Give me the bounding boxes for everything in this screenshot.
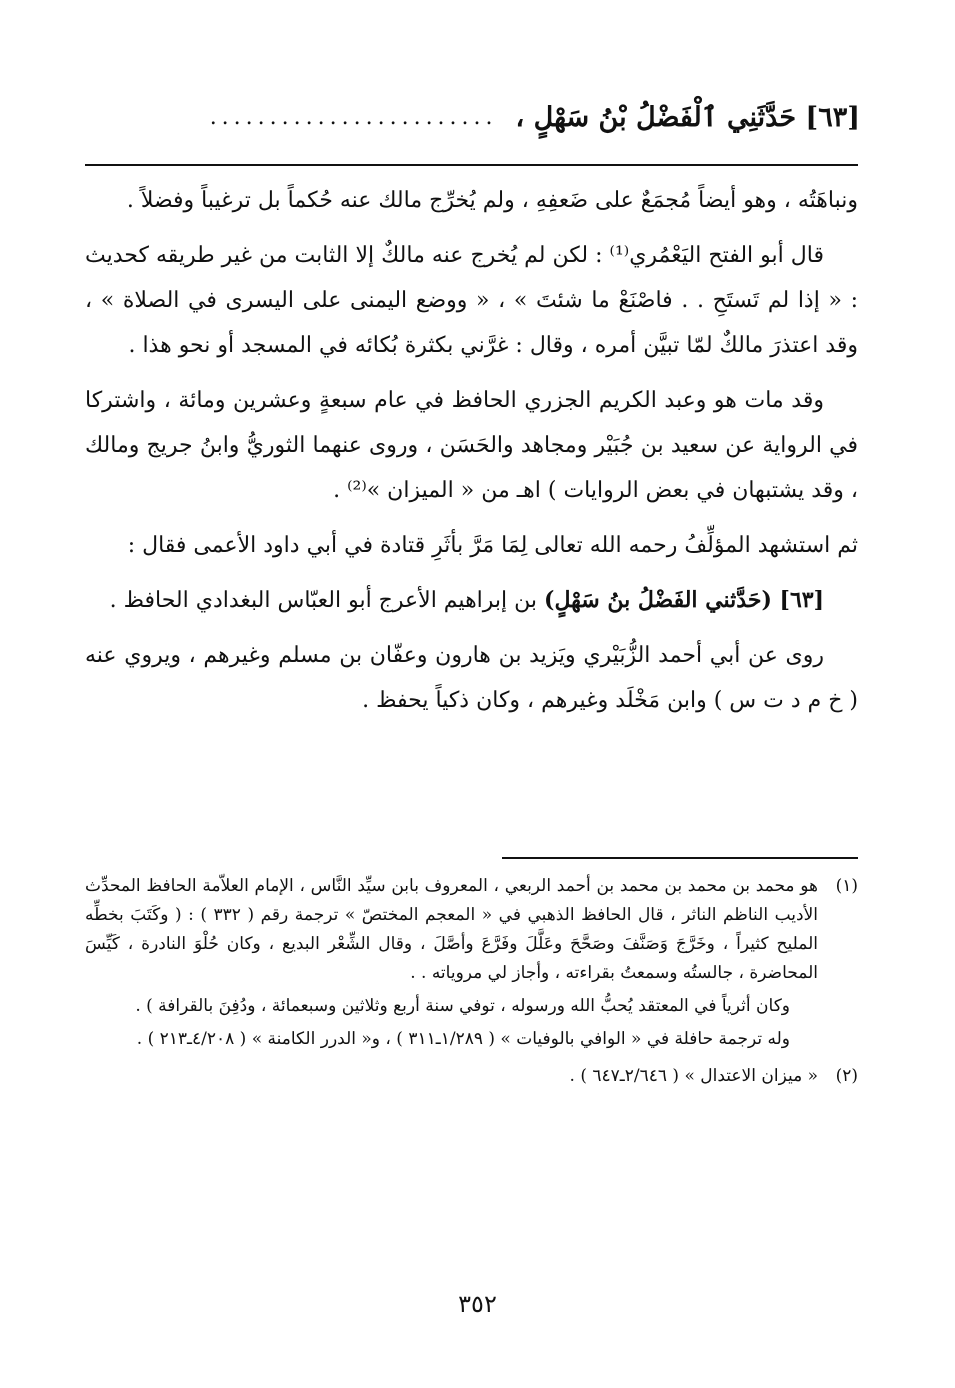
header-leader-dots: ........................ [209,104,498,130]
entry-heading [85,578,858,623]
footnote-1 [85,872,858,1058]
paragraph: قال أبو الفتح اليَعْمُري⁽¹⁾ : لكن لم يُخرج عنه مالكٌ إلا الثابت من غير طريقه كحديث : « إذا لم تَستَحِ . . فاصْنَعْ ما شئتَ » ، « ووضع اليمنى على اليسرى في الصلاة » ، وقد اعتذرَ مالكٌ لمّا تبيَّن أمره ، وقال : غرَّني بكثرة بُكائه في المسجد أو نحو هذا . [85,243,858,358]
footnotes [85,872,858,1099]
footnote-2 [85,1062,858,1095]
footnote-text: وكان أثرياً في المعتقد يُحبُّ الله ورسوله ، توفي سنة أربع وثلاثين وسبعمائة ، ودُفِنَ بالقرافة ) . [135,996,790,1016]
running-header [85,92,860,142]
paragraph: ثم استشهد المؤلِّفُ رحمه الله تعالى لِمَا مَرَّ بأثَرِ قتادة في أبي داود الأعمى فقال : [127,533,858,558]
footnote-text: وله ترجمة حافلة في « الوافي بالوفيات » ( ١/٢٨٩ـ٣١١ ) ، و« الدرر الكامنة » ( ٤/٢٠٨ـ٢١٣ ) . [136,1029,790,1049]
entry-label: [٦٣] (حَدَّثني الفَضْلُ بنُ سَهْلٍ) [544,587,824,613]
footnote-number: (١) [835,876,858,896]
footnote-text: هو محمد بن محمد بن محمد بن أحمد الربعي ، المعروف بابن سيِّد النَّاس ، الإمام العلاّمة الحافظ المحدِّث الأديب الناظم الناثر ، قال الحافظ الذهبي في « المعجم المختصّ » ترجمة رقم ( ٣٣٢ ) : ( وكَتَبَ بخطِّه المليح كثيراً ، وخَرَّجَ وَصَنَّفَ وصَحَّحَ وعَلَّلَ وفَرَّعَ وأصَّلَ ، وقال الشِّعْر البديع ، وكان حُلْوَ النادرة ، كَيِّسَ المحاضرة ، جالستُه وسمعتُ بقراءته ، وأجاز لي مروياته . . [85,876,818,983]
footnote-rule [502,857,858,859]
paragraph: ونباهَتُه ، وهو أيضاً مُجمَعٌ على ضَعفِهِ ، ولم يُخرِّج مالك عنه حُكماً بل ترغيباً وفضلاً . [126,188,858,213]
footnote-text: « ميزان الاعتدال » ( ٢/٦٤٦ـ٦٤٧ ) . [569,1066,818,1086]
entry-rest: بن إبراهيم الأعرج أبو العبّاس البغدادي الحافظ . [109,588,538,613]
page-number: ٣٥٢ [458,1290,497,1318]
paragraph: روى عن أبي أحمد الزُّبَيْري ويَزيد بن هارون وعفّان بن مسلم وغيرهم ، ويروي عنه ( خ م د ت س ) وابن مَخْلَد وغيرهم ، وكان ذكياً يحفظ . [85,643,858,713]
main-text [85,178,858,733]
footnote-number: (٢) [835,1066,858,1086]
header-rule [85,164,858,166]
header-title: [٦٣] حَدَّثَنِي ٱلْفَضْلُ بْنُ سَهْلٍ ، [515,101,860,133]
paragraph: وقد مات هو وعبد الكريم الجزري الحافظ في عام سبعةٍ وعشرين ومائة ، واشتركا في الرواية عن سعيد بن جُبَيْر ومجاهد والحَسَن ، وروى عنهما الثوريُّ وابنُ جريج ومالك ، وقد يشتبهان في بعض الروايات ) اهـ من « الميزان »⁽²⁾ . [85,388,858,503]
